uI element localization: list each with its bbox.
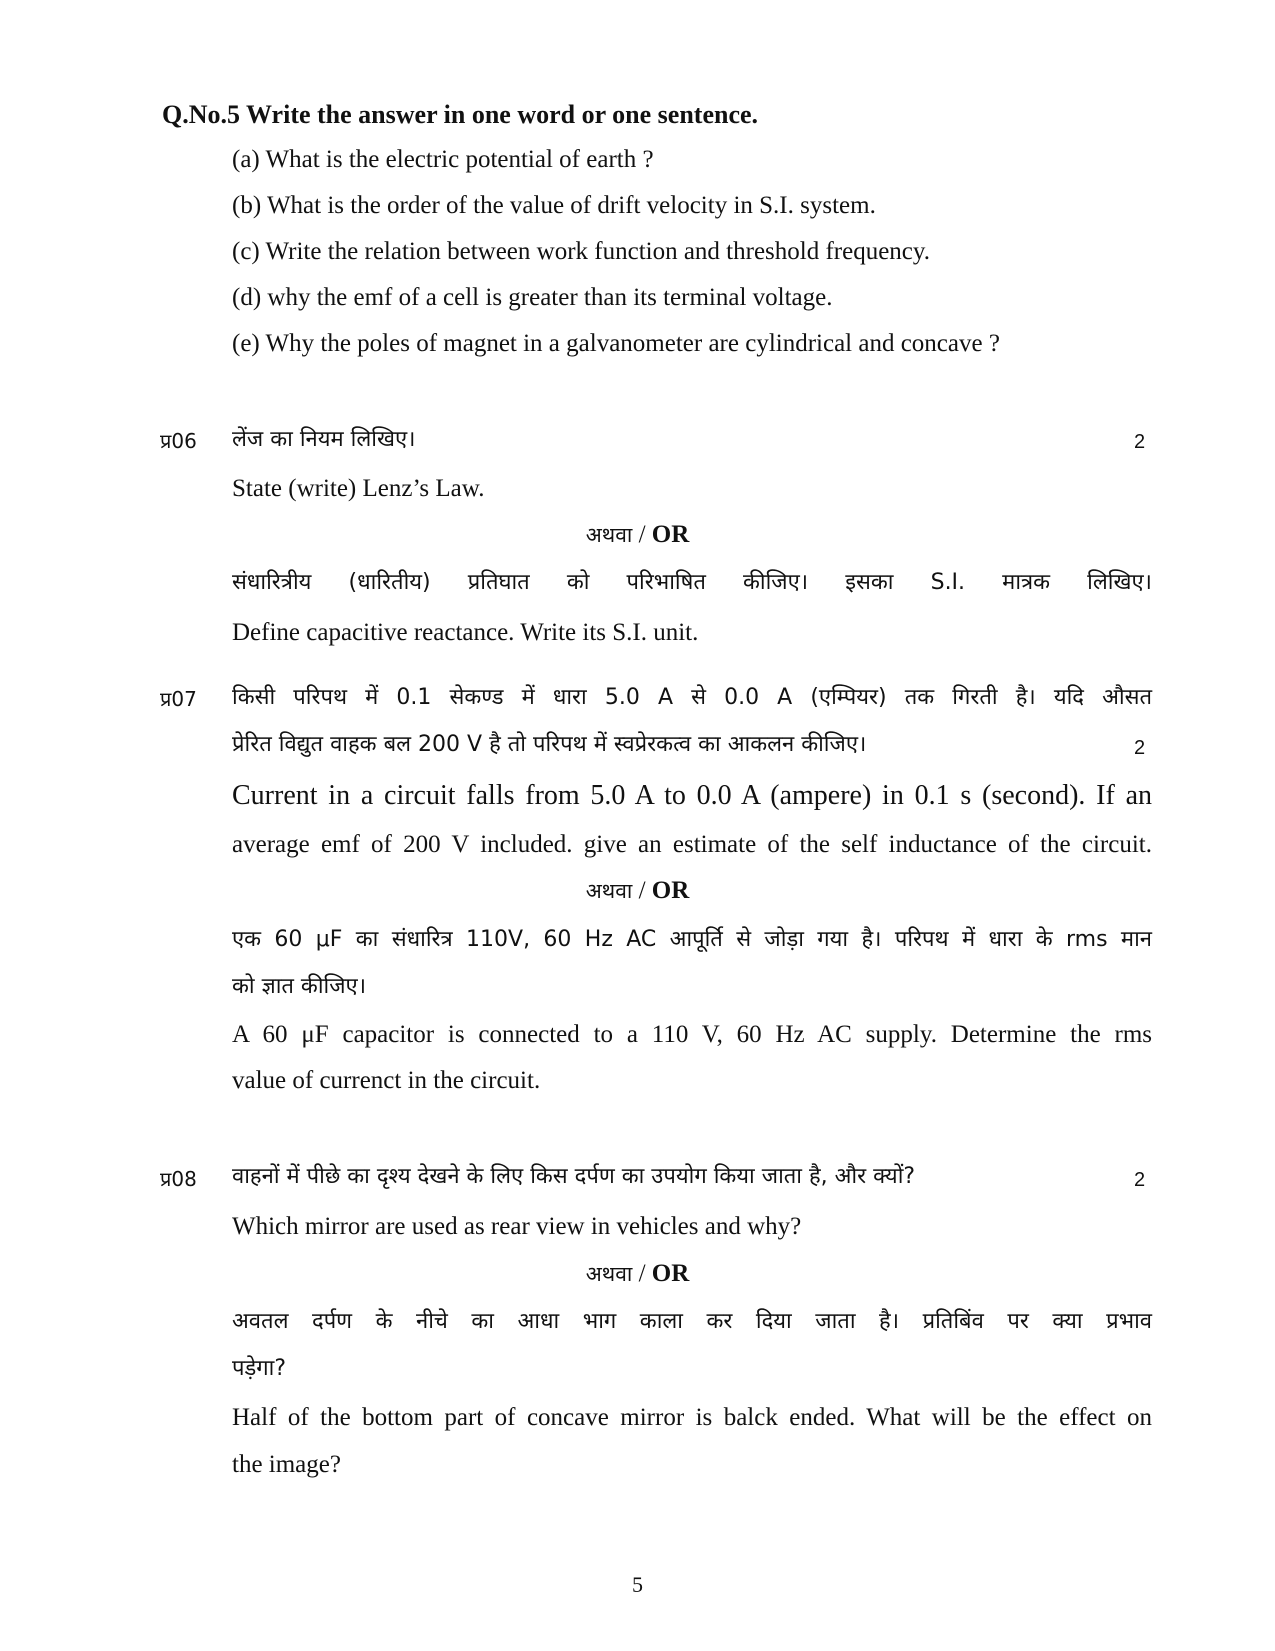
q5-item-b: (b) What is the order of the value of drift velocity in S.I. system. bbox=[232, 192, 876, 219]
or-english-label: OR bbox=[651, 521, 690, 548]
or-hindi-label: अथवा bbox=[585, 1262, 633, 1286]
q7-marks: 2 bbox=[1134, 737, 1146, 759]
q7-or-separator bbox=[0, 876, 1275, 906]
q7-number: प्र07 bbox=[160, 687, 197, 711]
q7-english-line2: average emf of 200 V included. give an estimate of the self inductance of the circuit. bbox=[232, 831, 1152, 858]
q7-english-line1: Current in a circuit falls from 5.0 A to 0.0 A (ampere) in 0.1 s (second). If an bbox=[232, 780, 1152, 811]
or-english-label: OR bbox=[651, 1260, 690, 1287]
q7-alt-hindi-line2: को ज्ञात कीजिए। bbox=[232, 974, 367, 999]
or-hindi-label: अथवा bbox=[585, 523, 633, 547]
q5-item-c: (c) Write the relation between work function and threshold frequency. bbox=[232, 238, 931, 265]
q7-alt-hindi-line1: एक 60 μF का संधारित्र 110V, 60 Hz AC आपूर्ति से जोड़ा गया है। परिपथ में धारा के rms मान bbox=[232, 927, 1152, 952]
or-hindi-label: अथवा bbox=[585, 879, 633, 903]
q5-heading: Q.No.5 Write the answer in one word or one sentence. bbox=[162, 100, 759, 129]
or-english-label: OR bbox=[651, 877, 690, 904]
q7-hindi-line2: प्रेरित विद्युत वाहक बल 200 V है तो परिपथ में स्वप्रेरकत्व का आकलन कीजिए। bbox=[232, 732, 867, 757]
or-separator-slash: / bbox=[632, 877, 652, 904]
q7-alt-english-line1: A 60 μF capacitor is connected to a 110 V, 60 Hz AC supply. Determine the rms bbox=[232, 1021, 1152, 1048]
q7-alt-english-line2: value of currenct in the circuit. bbox=[232, 1067, 541, 1094]
or-separator-slash: / bbox=[632, 521, 652, 548]
q5-item-e: (e) Why the poles of magnet in a galvanometer are cylindrical and concave ? bbox=[232, 330, 1000, 357]
q8-alt-english-line1: Half of the bottom part of concave mirror is balck ended. What will be the effect on bbox=[232, 1404, 1152, 1431]
q6-alt-english: Define capacitive reactance. Write its S.I. unit. bbox=[232, 619, 699, 646]
q8-alt-hindi-line1: अवतल दर्पण के नीचे का आधा भाग काला कर दिया जाता है। प्रतिबिंव पर क्या प्रभाव bbox=[232, 1309, 1152, 1334]
q6-alt-hindi: संधारित्रीय (धारितीय) प्रतिघात को परिभाषित कीजिए। इसका S.I. मात्रक लिखिए। bbox=[232, 570, 1152, 595]
q8-hindi: वाहनों में पीछे का दृश्य देखने के लिए किस दर्पण का उपयोग किया जाता है, और क्यों? bbox=[232, 1164, 916, 1189]
q5-item-a: (a) What is the electric potential of earth ? bbox=[232, 146, 654, 173]
q7-hindi-line1: किसी परिपथ में 0.1 सेकण्ड में धारा 5.0 A से 0.0 A (एम्पियर) तक गिरती है। यदि औसत bbox=[232, 685, 1152, 710]
q6-number: प्र06 bbox=[160, 429, 197, 453]
or-separator-slash: / bbox=[632, 1260, 652, 1287]
q6-marks: 2 bbox=[1134, 431, 1146, 453]
q5-item-d: (d) why the emf of a cell is greater than its terminal voltage. bbox=[232, 284, 833, 311]
q8-number: प्र08 bbox=[160, 1167, 197, 1191]
q8-english: Which mirror are used as rear view in vehicles and why? bbox=[232, 1213, 802, 1240]
q6-hindi: लेंज का नियम लिखिए। bbox=[232, 427, 416, 452]
q8-alt-hindi-line2: पड़ेगा? bbox=[232, 1356, 287, 1381]
q8-alt-english-line2: the image? bbox=[232, 1451, 341, 1478]
page-number: 5 bbox=[632, 1572, 643, 1597]
q6-or-separator bbox=[0, 520, 1275, 550]
q6-english: State (write) Lenz’s Law. bbox=[232, 475, 485, 502]
q8-marks: 2 bbox=[1134, 1169, 1146, 1191]
q8-or-separator bbox=[0, 1259, 1275, 1289]
